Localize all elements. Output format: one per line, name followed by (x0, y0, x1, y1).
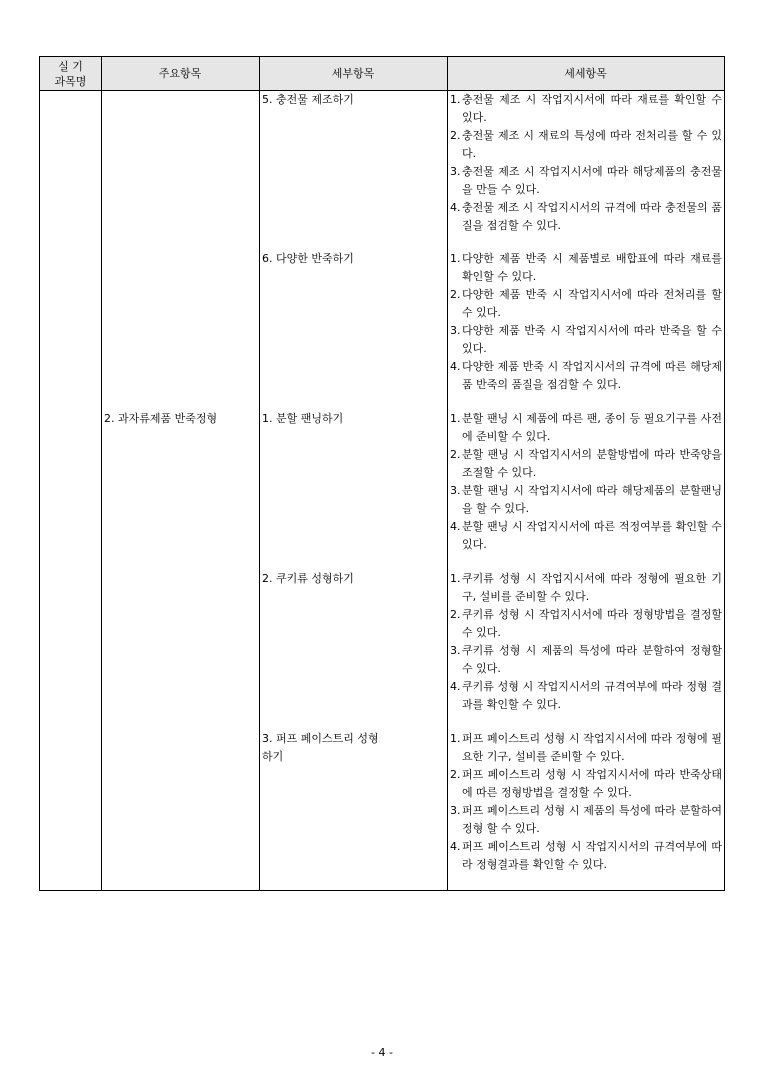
detail-list (450, 730, 722, 874)
detail-number: 1. (450, 732, 461, 745)
detail-text: 분할 팬닝 시 작업지시서의 분할방법에 따라 반죽양을 조절할 수 있다. (462, 448, 722, 479)
column-divider (447, 57, 448, 890)
detail-text: 충전물 제조 시 작업지시서에 따라 재료를 확인할 수 있다. (462, 93, 722, 124)
detail-number: 4. (450, 360, 461, 373)
detail-item (450, 410, 722, 446)
detail-item (450, 802, 722, 838)
detail-item (450, 250, 722, 286)
sub-item-label: 5. 충전물 제조하기 (262, 93, 354, 106)
detail-number: 1. (450, 412, 461, 425)
detail-item (450, 766, 722, 802)
detail-number: 2. (450, 608, 461, 621)
detail-text: 퍼프 페이스트리 성형 시 작업지시서에 따라 반죽상태에 따른 정형방법을 결정할 수 있다. (462, 768, 722, 799)
detail-number: 3. (450, 804, 461, 817)
detail-text: 쿠키류 성형 시 작업지시서의 규격여부에 따라 정형 결과를 확인할 수 있다. (462, 680, 722, 711)
detail-list (450, 410, 722, 554)
detail-item (450, 518, 722, 554)
detail-text: 충전물 제조 시 작업지시서에 따라 해당제품의 충전물을 만들 수 있다. (462, 165, 722, 196)
detail-number: 4. (450, 680, 461, 693)
detail-item (450, 91, 722, 127)
detail-item (450, 678, 722, 714)
detail-number: 1. (450, 93, 461, 106)
detail-list (450, 570, 722, 714)
detail-item (450, 642, 722, 678)
detail-text: 분할 팬닝 시 작업지시서에 따른 적정여부를 확인할 수 있다. (462, 520, 722, 551)
detail-number: 3. (450, 484, 461, 497)
page-number: - 4 - (371, 1046, 393, 1059)
detail-text: 쿠키류 성형 시 제품의 특성에 따라 분할하여 정형할 수 있다. (462, 644, 722, 675)
sub-item-label: 3. 퍼프 페이스트리 성형 하기 (262, 732, 379, 763)
detail-number: 3. (450, 165, 461, 178)
detail-item (450, 730, 722, 766)
detail-text: 퍼프 페이스트리 성형 시 작업지시서의 규격여부에 따라 정형결과를 확인할 수 있다. (462, 840, 722, 871)
detail-text: 다양한 제품 반죽 시 작업지시서에 따라 반죽을 할 수 있다. (462, 324, 722, 355)
sub-item-label: 6. 다양한 반죽하기 (262, 252, 354, 265)
detail-item (450, 163, 722, 199)
detail-text: 다양한 제품 반죽 시 작업지시서에 따라 전처리를 할 수 있다. (462, 288, 722, 319)
detail-item (450, 606, 722, 642)
detail-number: 2. (450, 448, 461, 461)
syllabus-table (39, 56, 725, 891)
detail-item (450, 199, 722, 235)
header-sub-item: 세부항목 (259, 57, 447, 90)
main-item-label: 2. 과자류제품 반죽정형 (104, 412, 218, 425)
detail-text: 퍼프 페이스트리 성형 시 작업지시서에 따라 정형에 필요한 기구, 설비를 준비할 수 있다. (462, 732, 722, 763)
detail-number: 2. (450, 288, 461, 301)
column-divider (259, 57, 260, 890)
detail-item (450, 838, 722, 874)
detail-item (450, 446, 722, 482)
detail-text: 분할 팬닝 시 작업지시서에 따라 해당제품의 분할팬닝을 할 수 있다. (462, 484, 722, 515)
column-divider (101, 57, 102, 890)
detail-text: 다양한 제품 반죽 시 작업지시서의 규격에 따른 해당제품 반죽의 품질을 점검할 수 있다. (462, 360, 722, 391)
detail-number: 4. (450, 201, 461, 214)
detail-number: 3. (450, 324, 461, 337)
detail-text: 분할 팬닝 시 제품에 따른 팬, 종이 등 필요기구를 사전에 준비할 수 있다. (462, 412, 722, 443)
detail-item (450, 570, 722, 606)
detail-text: 다양한 제품 반죽 시 제품별로 배합표에 따라 재료를 확인할 수 있다. (462, 252, 722, 283)
header-subject: 실 기 과목명 (40, 57, 101, 90)
detail-text: 쿠키류 성형 시 작업지시서에 따라 정형에 필요한 기구, 설비를 준비할 수 있다. (462, 572, 722, 603)
detail-number: 1. (450, 252, 461, 265)
detail-number: 2. (450, 768, 461, 781)
detail-text: 퍼프 페이스트리 성형 시 제품의 특성에 따라 분할하여 정형 할 수 있다. (462, 804, 722, 835)
sub-item-label: 1. 분할 팬닝하기 (262, 412, 344, 425)
detail-item (450, 286, 722, 322)
header-main-item: 주요항목 (101, 57, 259, 90)
detail-number: 1. (450, 572, 461, 585)
detail-text: 충전물 제조 시 작업지시서의 규격에 따라 충전물의 품질을 점검할 수 있다. (462, 201, 722, 232)
detail-list (450, 250, 722, 394)
detail-number: 3. (450, 644, 461, 657)
header-detail-item: 세세항목 (447, 57, 724, 90)
detail-text: 충전물 제조 시 재료의 특성에 따라 전처리를 할 수 있다. (462, 129, 722, 160)
detail-item (450, 482, 722, 518)
detail-item (450, 127, 722, 163)
detail-number: 4. (450, 520, 461, 533)
detail-text: 쿠키류 성형 시 작업지시서에 따라 정형방법을 결정할 수 있다. (462, 608, 722, 639)
detail-number: 4. (450, 840, 461, 853)
detail-list (450, 91, 722, 235)
detail-item (450, 358, 722, 394)
detail-number: 2. (450, 129, 461, 142)
sub-item-label: 2. 쿠키류 성형하기 (262, 572, 354, 585)
detail-item (450, 322, 722, 358)
